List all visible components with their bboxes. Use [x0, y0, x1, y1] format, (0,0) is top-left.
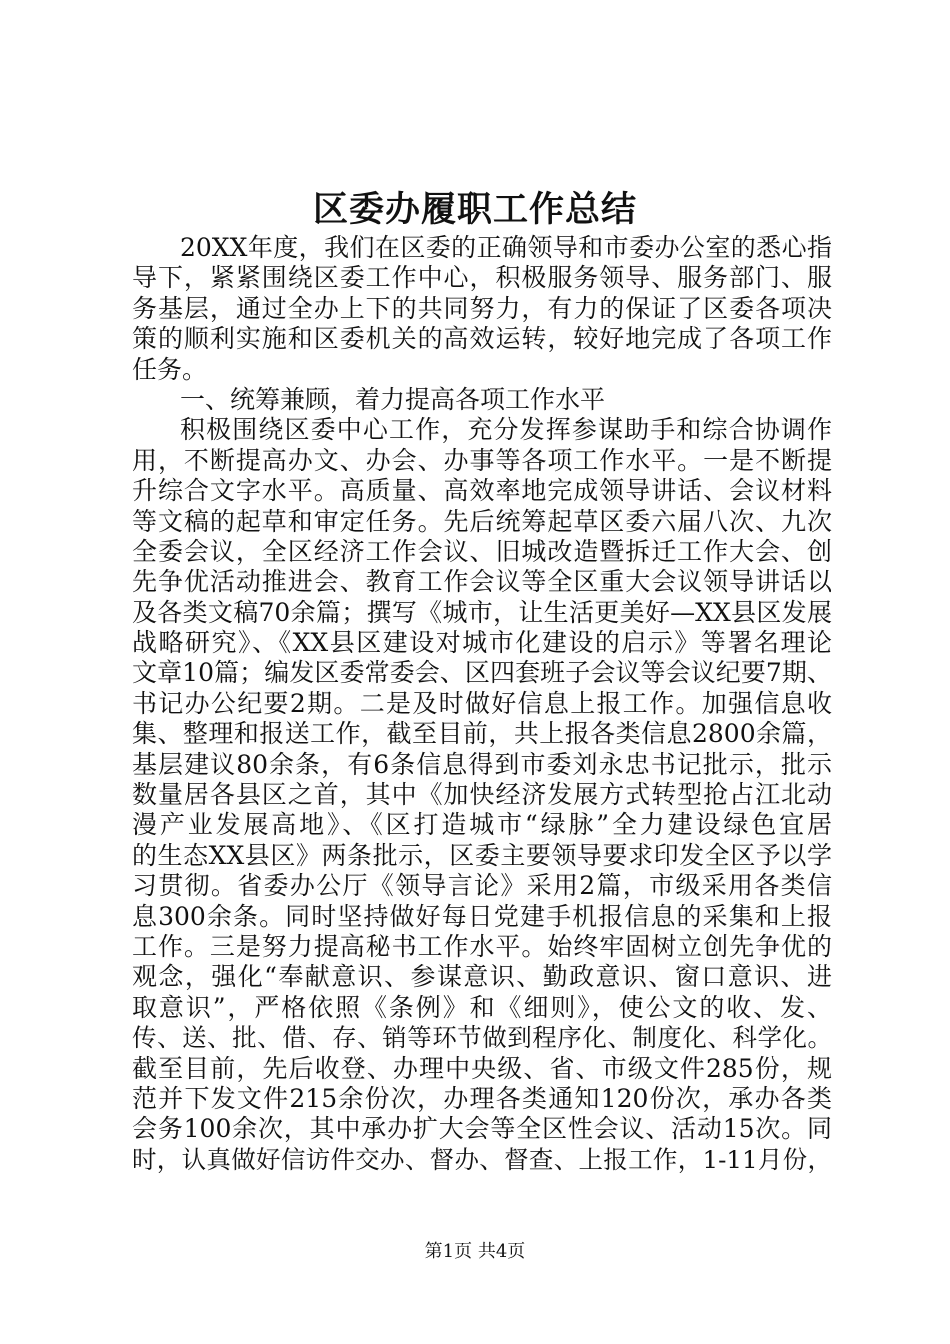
text-line: 漫产业发展高地》、《区打造城市“绿脉”全力建设绿色宜居 [132, 810, 832, 840]
text-line: 升综合文字水平。高质量、高效率地完成领导讲话、会议材料 [132, 476, 832, 506]
text-line: 先争优活动推进会、教育工作会议等全区重大会议领导讲话以 [132, 567, 832, 597]
text-line: 工作。三是努力提高秘书工作水平。始终牢固树立创先争优的 [132, 931, 832, 961]
text-line: 全委会议，全区经济工作会议、旧城改造暨拆迁工作大会、创 [132, 536, 832, 566]
text-line: 书记办公纪要2期。二是及时做好信息上报工作。加强信息收 [132, 688, 832, 718]
document-title: 区委办履职工作总结 [312, 189, 637, 230]
text-line: 观念，强化“奉献意识、参谋意识、勤政意识、窗口意识、进 [132, 962, 832, 992]
text-line: 导下，紧紧围绕区委工作中心，积极服务领导、服务部门、服 [132, 263, 832, 293]
text-line: 基层建议80余条，有6条信息得到市委刘永忠书记批示，批示 [132, 749, 832, 779]
text-line: 等文稿的起草和审定任务。先后统筹起草区委六届八次、九次 [132, 506, 832, 536]
text-line: 任务。 [132, 354, 208, 384]
text-line: 的生态XX县区》两条批示，区委主要领导要求印发全区予以学 [132, 840, 832, 870]
text-line: 用，不断提高办文、办会、办事等各项工作水平。一是不断提 [132, 445, 832, 475]
text-line: 战略研究》、《XX县区建设对城市化建设的启示》等署名理论 [132, 628, 832, 658]
text-line: 习贯彻。省委办公厅《领导言论》采用2篇，市级采用各类信 [132, 871, 832, 901]
text-line: 及各类文稿70余篇；撰写《城市，让生活更美好—XX县区发展 [132, 597, 832, 627]
text-line: 20XX年度，我们在区委的正确领导和市委办公室的悉心指 [180, 233, 832, 262]
text-line: 务基层，通过全办上下的共同努力，有力的保证了区委各项决 [132, 293, 832, 323]
page-footer: 第1页 共4页 [424, 1241, 526, 1262]
text-line: 一、统筹兼顾，着力提高各项工作水平 [180, 384, 606, 414]
text-line: 文章10篇；编发区委常委会、区四套班子会议等会议纪要7期、 [132, 658, 832, 688]
text-line: 取意识”，严格依照《条例》和《细则》，使公文的收、发、 [132, 992, 832, 1022]
text-line: 息300余条。同时坚持做好每日党建手机报信息的采集和上报 [132, 901, 832, 931]
text-line: 时，认真做好信访件交办、督办、督查、上报工作，1-11月份， [132, 1144, 832, 1174]
text-line: 数量居各县区之首，其中《加快经济发展方式转型抢占江北动 [132, 780, 832, 810]
text-line: 截至目前，先后收登、办理中央级、省、市级文件285份，规 [132, 1053, 832, 1083]
text-line: 集、整理和报送工作，截至目前，共上报各类信息2800余篇， [132, 719, 832, 749]
text-line: 范并下发文件215余份次，办理各类通知120份次，承办各类 [132, 1083, 832, 1113]
document-body [132, 233, 832, 1175]
text-line: 积极围绕区委中心工作，充分发挥参谋助手和综合协调作 [180, 415, 832, 445]
text-line: 传、送、批、借、存、销等环节做到程序化、制度化、科学化。 [132, 1023, 832, 1053]
text-line: 策的顺利实施和区委机关的高效运转，较好地完成了各项工作 [132, 324, 832, 354]
text-line: 会务100余次，其中承办扩大会等全区性会议、活动15次。同 [132, 1114, 832, 1144]
